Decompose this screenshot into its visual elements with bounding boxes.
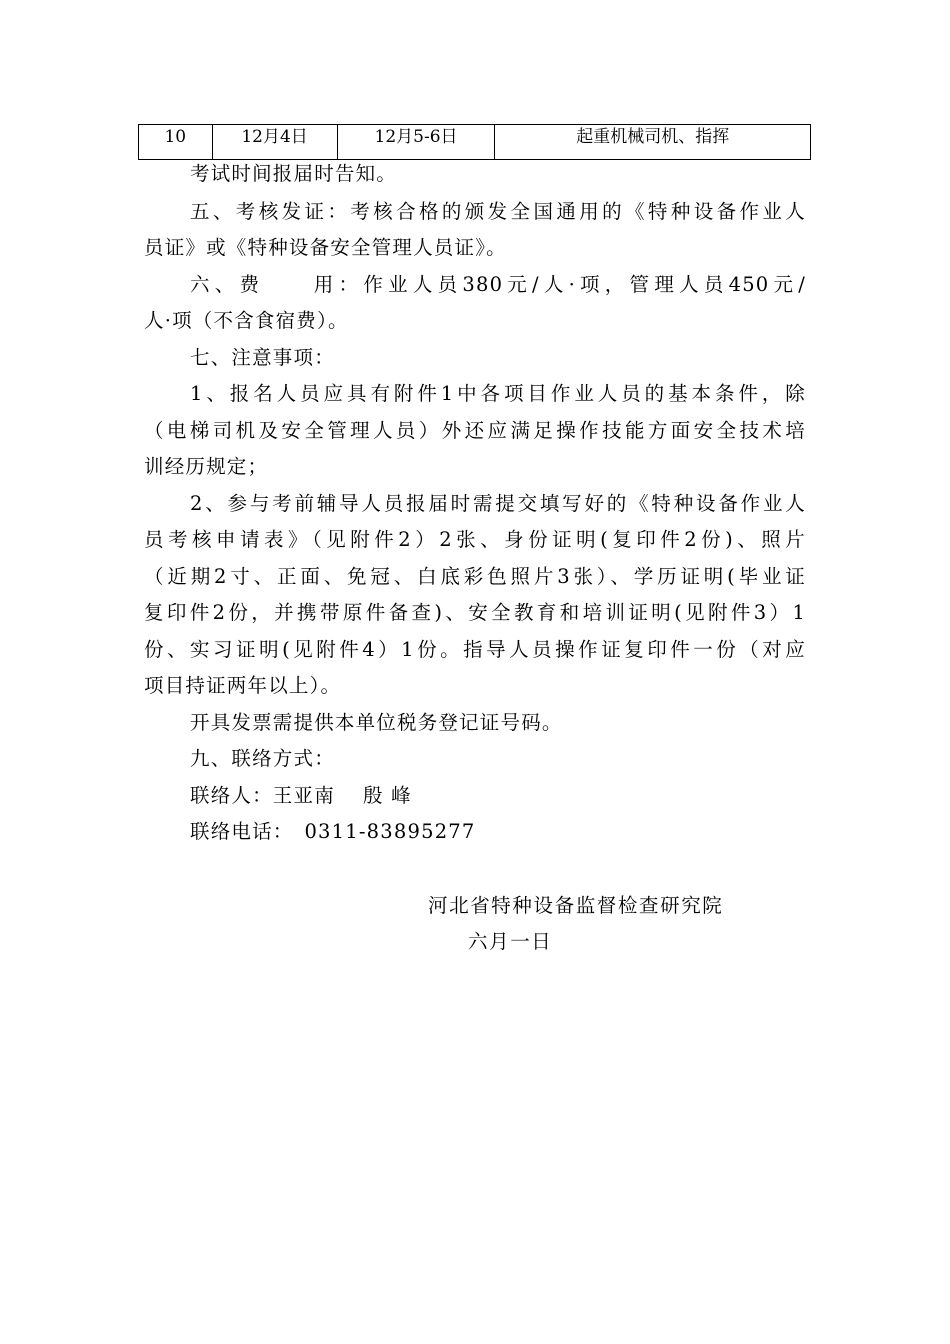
section-six-line-1: 六、费 用：作业人员380元/人·项，管理人员450元/ [190, 273, 806, 296]
table-cell-category: 起重机械司机、指挥 [495, 125, 811, 160]
contact-persons: 联络人：王亚南 殷 峰 [190, 784, 412, 807]
exam-schedule-table [138, 124, 811, 160]
note-2-line-1: 2、参与考前辅导人员报届时需提交填写好的《特种设备作业人 [190, 492, 806, 515]
note-2-line-6: 项目持证两年以上）。 [144, 674, 342, 697]
note-1-line-3: 训经历规定； [144, 455, 269, 478]
note-2-line-5: 份、实习证明(见附件4）1份。指导人员操作证复印件一份（对应 [144, 638, 806, 661]
section-five-line-2: 员证》或《特种设备安全管理人员证》。 [144, 236, 507, 259]
section-six-line-2: 人·项（不含食宿费）。 [144, 309, 349, 332]
section-five-line-1: 五、考核发证：考核合格的颁发全国通用的《特种设备作业人 [190, 200, 806, 223]
issuing-organization: 河北省特种设备监督检查研究院 [428, 894, 724, 917]
table-cell-exam-date: 12月5-6日 [337, 125, 495, 160]
note-2-line-2: 员考核申请表》（见附件2）2张、身份证明(复印件2份)、照片 [144, 528, 806, 551]
issue-date: 六月一日 [468, 930, 553, 953]
note-2-line-3: （近期2寸、正面、免冠、白底彩色照片3张）、学历证明(毕业证 [144, 565, 806, 588]
section-nine-heading: 九、联络方式： [190, 747, 335, 770]
exam-time-note: 考试时间报届时告知。 [190, 162, 398, 185]
note-1-line-1: 1、报名人员应具有附件1中各项目作业人员的基本条件，除 [190, 382, 806, 405]
note-2-line-4: 复印件2份，并携带原件备查)、安全教育和培训证明(见附件3）1 [144, 601, 806, 624]
table-cell-index: 10 [139, 125, 213, 160]
table-cell-date: 12月4日 [212, 125, 337, 160]
note-1-line-2: （电梯司机及安全管理人员）外还应满足操作技能方面安全技术培 [144, 419, 806, 442]
table-row [139, 125, 811, 160]
invoice-note: 开具发票需提供本单位税务登记证号码。 [190, 711, 563, 734]
contact-phone: 联络电话： 0311-83895277 [190, 820, 476, 843]
section-seven-heading: 七、注意事项： [190, 346, 335, 369]
